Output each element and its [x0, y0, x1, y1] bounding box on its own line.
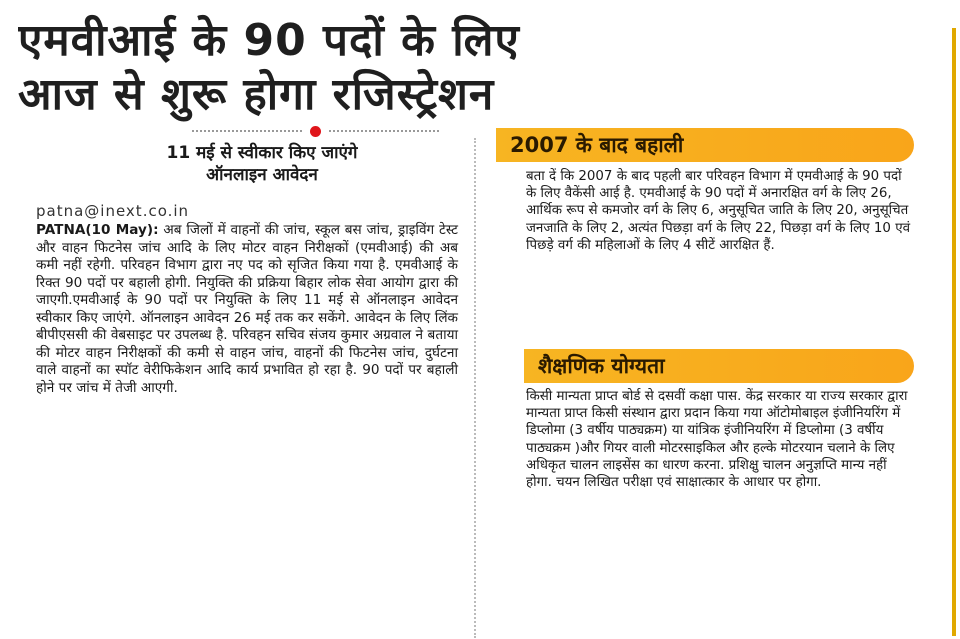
column-divider: [474, 138, 476, 638]
section-header-2007: 2007 के बाद बहाली: [496, 128, 914, 162]
headline-ornament: [170, 124, 460, 138]
headline-line-1: एमवीआई के 90 पदों के लिए: [18, 15, 520, 66]
headline-line-2: आज से शुरू होगा रजिस्ट्रेशन: [18, 69, 495, 120]
dateline: PATNA(10 May):: [36, 222, 159, 238]
ornament-dots-left: [192, 130, 302, 132]
byline-email: patna@inext.co.in: [36, 202, 190, 220]
subheadline-line-2: ऑनलाइन आवेदन: [206, 165, 318, 185]
page-edge-rule: [952, 28, 956, 636]
subheadline: [32, 142, 492, 186]
section-body-qualification: किसी मान्यता प्राप्त बोर्ड से दसवीं कक्षा पास. केंद्र सरकार या राज्य सरकार द्वारा मान्यता प्राप्त किसी संस्थान द्वारा प्रदान किया गया ऑटोमोबाइल इंजीनियरिंग में डिप्लोमा (3 वर्षीय पाठ्यक्रम) या यांत्रिक इंजीनियरिंग में डिप्लोमा (3 वर्षीय पाठ्यक्रम )और गियर वाली मोटरसाइकिल और हल्के मोटरयान चलाने के लिए अधिकृत चालन लाइसेंस का धारण करना. प्रशिक्षु चालन अनुज्ञप्ति मान्य नहीं होगा. चयन लिखित परीक्षा एवं साक्षात्कार के आधार पर होगा.: [526, 389, 908, 491]
subheadline-line-1: 11 मई से स्वीकार किए जाएंगे: [166, 143, 358, 163]
section-header-qualification: शैक्षणिक योग्यता: [524, 349, 914, 383]
ornament-red-dot: [310, 126, 321, 137]
main-story-body: अब जिलों में वाहनों की जांच, स्कूल बस जांच, ड्राइविंग टेस्ट और वाहन फिटनेस जांच आदि के लिए मोटर वाहन निरीक्षकों (एमवीआई) की अब कमी नहीं रहेगी. परिवहन विभाग द्वारा नए पद को सृजित किया गया है. एमवीआई के रिक्त 90 पदों पर बहाली होगी. नियुक्ति की प्रक्रिया बिहार लोक सेवा आयोग द्वारा की जाएगी.एमवीआई के 90 पदों पर नियुक्ति के लिए 11 मई से ऑनलाइन आवेदन स्वीकार किए जाएंगे. ऑनलाइन आवेदन 26 मई तक कर सकेंगे. आवेदन के लिए लिंक बीपीएससी की वेबसाइट पर उपलब्ध है. परिवहन सचिव संजय कुमार अग्रवाल ने बताया की मोटर वाहन निरीक्षकों की कमी से वाहन जांच, वाहनों की फिटनेस जांच, दुर्घटना वाले वाहनों का स्पॉट वेरीफिकेशन आदि कार्य प्रभावित हो रहा है. 90 पदों पर बहाली होने पर जांच में तेजी आएगी.: [36, 222, 458, 396]
main-story: [36, 222, 458, 397]
ornament-dots-right: [329, 130, 439, 132]
section-body-2007: बता दें कि 2007 के बाद पहली बार परिवहन विभाग में एमवीआई के 90 पदों के लिए वैकेंसी आई है. एमवीआई के 90 पदों में अनारक्षित वर्ग के लिए 26, आर्थिक रूप से कमजोर वर्ग के लिए 6, अनुसूचित जाति के लिए 20, अनुसूचित जनजाति के लिए 2, अत्यंत पिछड़ा वर्ग के लिए 22, पिछड़ा वर्ग के लिए 10 एवं पिछड़े वर्ग की महिलाओं के लिए 4 सीटें आरक्षित हैं.: [526, 169, 911, 253]
headline: [18, 14, 938, 122]
